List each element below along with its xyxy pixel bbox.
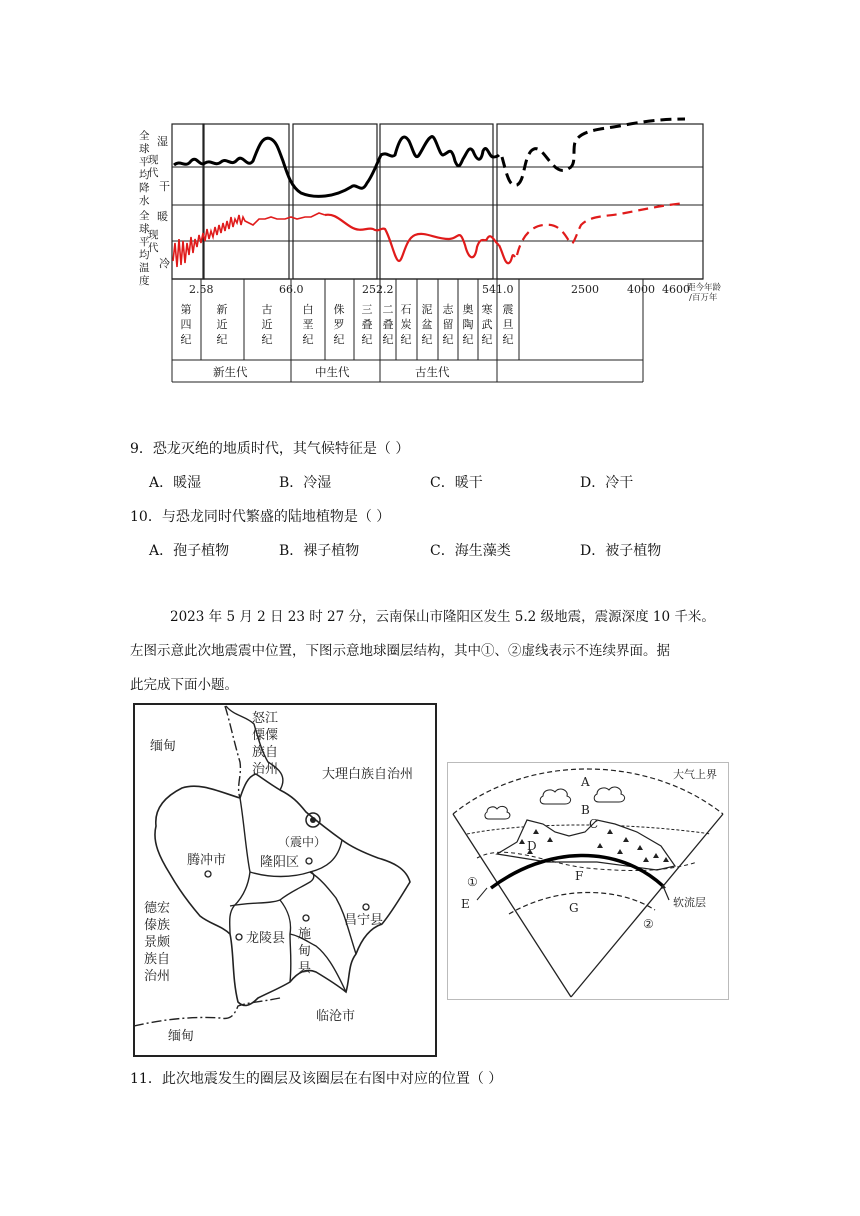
svg-text:距今年龄: 距今年龄	[687, 283, 722, 293]
period-label-char: 武	[481, 318, 493, 331]
map-longling: 龙陵县	[246, 931, 286, 946]
period-label-char: 近	[261, 318, 273, 331]
era-cenozoic: 新生代	[213, 365, 248, 379]
map-changning: 昌宁县	[344, 913, 384, 928]
tick-252: 252.2	[362, 283, 394, 296]
period-label-char: 纪	[462, 333, 474, 346]
period-label-char: 奥	[462, 303, 474, 316]
period-label-char: 侏	[333, 303, 345, 316]
wet-label: 湿	[157, 135, 168, 148]
map-dehong-1: 德宏	[144, 901, 171, 916]
tick-2.58: 2.58	[189, 283, 214, 296]
svg-text:平: 平	[139, 156, 150, 168]
svg-text:代: 代	[148, 167, 159, 179]
period-label-char: 古	[261, 303, 273, 316]
period-label-char: 纪	[481, 333, 493, 346]
layer-b: B	[581, 803, 590, 817]
svg-text:代: 代	[148, 242, 159, 254]
q10-option-c[interactable]: C．海生藻类	[430, 543, 511, 559]
period-label-char: 纪	[421, 333, 433, 346]
period-label-char: 纪	[333, 333, 345, 346]
q10-option-d[interactable]: D．被子植物	[580, 543, 662, 559]
map-myanmar-bottom: 缅甸	[168, 1029, 195, 1044]
map-nujiang-2: 傈僳	[252, 728, 279, 743]
svg-text:水: 水	[139, 195, 150, 207]
axis-unit-label	[687, 282, 722, 303]
map-dali: 大理白族自治州	[322, 767, 414, 782]
map-lincang: 临沧市	[316, 1009, 356, 1024]
period-label-char: 志	[442, 303, 454, 316]
period-label-char: 罗	[333, 318, 345, 331]
period-label-char: 垩	[302, 318, 314, 331]
map-shidian-1: 施	[298, 927, 312, 942]
svg-text:球: 球	[139, 143, 150, 155]
tick-4000: 4000	[627, 283, 655, 296]
era-mesozoic: 中生代	[315, 365, 350, 379]
q9-option-d[interactable]: D．冷干	[580, 475, 634, 491]
period-label-char: 陶	[462, 318, 474, 331]
period-label-char: 盆	[421, 318, 433, 331]
period-label-char: 四	[180, 318, 192, 331]
temp-curve-dashed	[517, 203, 685, 255]
period-label-char: 震	[502, 303, 514, 316]
map-nujiang-3: 族自	[252, 745, 279, 760]
map-dehong-3: 景颇	[144, 935, 171, 950]
period-label-char: 白	[302, 303, 314, 316]
period-label-char: 第	[180, 303, 192, 316]
svg-text:全: 全	[139, 130, 150, 142]
q10-option-a[interactable]: A．孢子植物	[149, 543, 230, 559]
temp-curve-2	[325, 215, 499, 261]
map-myanmar-top: 缅甸	[150, 739, 177, 754]
cold-label: 冷	[159, 257, 170, 270]
period-label-char: 寒	[481, 303, 493, 316]
period-label-char: 三	[361, 303, 373, 316]
period-label-char: 纪	[261, 333, 273, 346]
period-label-char: 近	[216, 318, 228, 331]
period-label-char: 二	[382, 303, 394, 316]
period-label-char: 叠	[382, 318, 394, 331]
svg-text:度: 度	[139, 275, 150, 287]
svg-text:平: 平	[139, 236, 150, 248]
q9-option-b[interactable]: B．冷湿	[279, 475, 332, 491]
period-label-char: 纪	[442, 333, 454, 346]
map-dehong-2: 傣族	[144, 918, 171, 933]
tick-66: 66.0	[279, 283, 304, 296]
baoshan-map	[130, 702, 440, 1060]
layer-f: F	[575, 869, 584, 883]
period-label-char: 纪	[382, 333, 394, 346]
layer-a: A	[581, 775, 590, 789]
svg-text:全: 全	[139, 210, 150, 222]
layer-g: G	[569, 901, 579, 915]
now-label-precip	[148, 154, 159, 179]
dry-label: 干	[159, 180, 170, 193]
layer-c: C	[589, 817, 599, 831]
period-label-char: 泥	[421, 303, 433, 316]
tick-2500: 2500	[571, 283, 599, 296]
period-label-char: 纪	[361, 333, 373, 346]
temp-curve	[173, 213, 325, 267]
map-epicenter: （震中）	[278, 835, 327, 849]
q9-option-c[interactable]: C．暖干	[430, 475, 483, 491]
svg-text:温: 温	[139, 262, 150, 274]
tick-541: 541.0	[482, 283, 514, 296]
period-label-char: 炭	[400, 318, 412, 331]
svg-text:/百万年: /百万年	[689, 293, 718, 303]
map-nujiang-4: 治州	[252, 762, 279, 777]
temp-curve-3	[499, 245, 515, 263]
map-shidian-2: 甸	[298, 944, 312, 959]
layer-d: D	[527, 839, 537, 853]
map-nujiang-1: 怒江	[252, 711, 279, 726]
earth-layers-diagram	[447, 762, 729, 1000]
period-label-char: 叠	[361, 318, 373, 331]
q10-stem: 10．与恐龙同时代繁盛的陆地植物是（ ）	[130, 509, 391, 525]
map-shidian-3: 县	[298, 961, 312, 976]
layer-e: E	[461, 897, 470, 911]
svg-text:均: 均	[139, 169, 150, 181]
passage-line-3: 此完成下面小题。	[130, 677, 238, 693]
period-label-char: 新	[216, 303, 228, 316]
q10-option-b[interactable]: B．裸子植物	[279, 543, 360, 559]
boundary-1-label: ①	[467, 875, 478, 889]
era-paleozoic: 古生代	[415, 365, 450, 379]
atmo-top-label: 大气上界	[673, 768, 717, 781]
period-label-char: 旦	[502, 318, 514, 331]
svg-text:现: 现	[148, 229, 159, 241]
svg-text:球: 球	[139, 223, 150, 235]
period-label-char: 纪	[180, 333, 192, 346]
svg-text:均: 均	[139, 249, 150, 261]
map-tengchong: 腾冲市	[187, 853, 227, 868]
passage-line-1: 2023 年 5 月 2 日 23 时 27 分，云南保山市隆阳区发生 5.2 级地震，震源深度 10 千米。	[170, 609, 715, 625]
q9-option-a[interactable]: A．暖湿	[149, 475, 202, 491]
period-label-char: 石	[400, 303, 412, 316]
precip-curve-dashed	[502, 119, 685, 185]
period-label-char: 留	[442, 318, 454, 331]
tick-4600: 4600	[662, 283, 690, 296]
geologic-climate-chart	[125, 115, 722, 385]
precip-curve	[174, 137, 499, 197]
q11-stem: 11．此次地震发生的圈层及该圈层在右图中对应的位置（ ）	[130, 1071, 503, 1087]
now-label-temp	[148, 229, 159, 254]
map-longyang: 隆阳区	[260, 855, 300, 870]
period-label-char: 纪	[502, 333, 514, 346]
svg-text:现: 现	[148, 154, 159, 166]
asthenosphere-label: 软流层	[673, 896, 706, 909]
period-label-char: 纪	[216, 333, 228, 346]
map-dehong-5: 治州	[144, 969, 171, 984]
warm-label: 暖	[157, 210, 168, 223]
svg-text:降: 降	[139, 182, 150, 194]
period-label-char: 纪	[302, 333, 314, 346]
boundary-2-label: ②	[643, 917, 654, 931]
period-label-char: 纪	[400, 333, 412, 346]
q9-stem: 9．恐龙灭绝的地质时代，其气候特征是（ ）	[130, 441, 410, 457]
passage-line-2: 左图示意此次地震震中位置，下图示意地球圈层结构，其中①、②虚线表示不连续界面。据	[130, 643, 670, 659]
map-dehong-4: 族自	[144, 952, 171, 967]
